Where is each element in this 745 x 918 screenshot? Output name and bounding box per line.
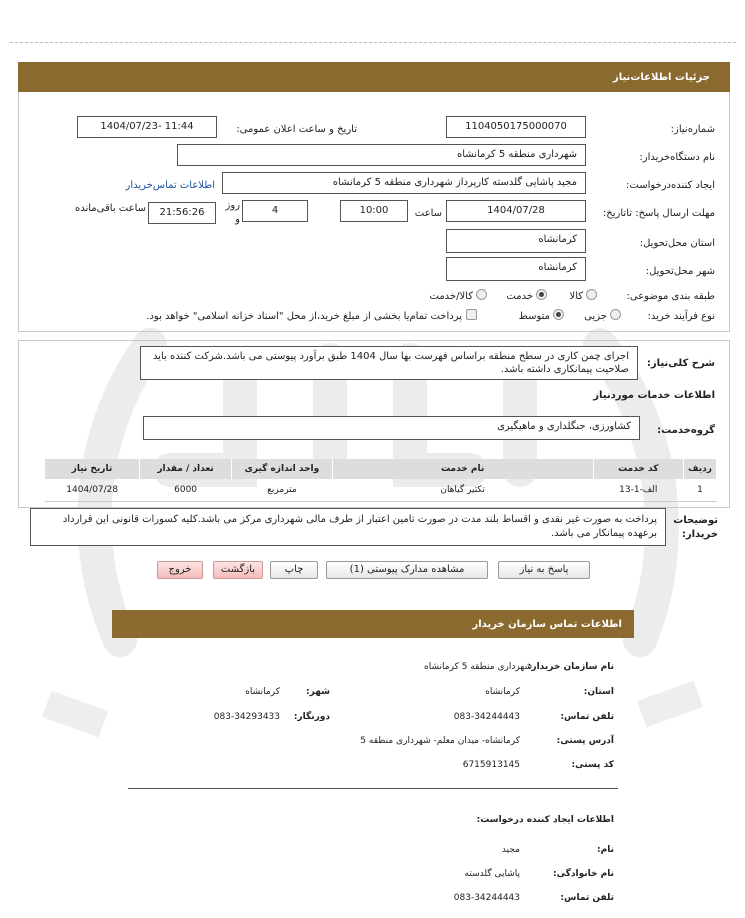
requester-phone-value: 083-34244443 xyxy=(453,893,520,903)
requester-phone-label: تلفن تماس: xyxy=(560,893,614,903)
cell-unit: مترمربع xyxy=(232,479,332,501)
category-radio-goods-service[interactable] xyxy=(476,289,487,300)
deadline-days-field: 4 xyxy=(242,200,308,222)
summary-label: شرح کلی‌نیاز: xyxy=(646,358,715,369)
announce-datetime-label: تاریخ و ساعت اعلان عمومی: xyxy=(236,124,357,135)
back-button[interactable]: بازگشت xyxy=(213,561,263,579)
contact-address-label: آدرس پستی: xyxy=(556,736,614,746)
service-group-label: گروه‌خدمت: xyxy=(657,425,715,436)
deadline-time-label: ساعت xyxy=(414,208,442,219)
deadline-label: مهلت ارسال پاسخ: تاتاریخ: xyxy=(602,208,715,219)
contact-fax-value: 083-34293433 xyxy=(213,712,280,722)
contact-org-label: نام سازمان خریدار: xyxy=(527,662,614,672)
col-row: ردیف xyxy=(683,459,716,479)
contact-postal-value: 6715913145 xyxy=(462,760,520,770)
print-button[interactable]: چاپ xyxy=(270,561,318,579)
contact-fax-label: دورنگار: xyxy=(293,712,330,722)
exit-button[interactable]: خروج xyxy=(157,561,203,579)
delivery-city-label: شهر محل‌تحویل: xyxy=(645,266,715,277)
treasury-note: پرداخت تمام‌یا بخشی از مبلغ خرید،از محل "اسناد خزانه اسلامی" خواهد بود. xyxy=(146,311,462,322)
col-need-date: تاریخ نیاز xyxy=(45,459,139,479)
cell-row: 1 xyxy=(683,479,716,501)
contact-header-bar xyxy=(112,610,634,638)
cell-service-code: الف-1-13 xyxy=(593,479,683,501)
cell-quantity: 6000 xyxy=(139,479,231,501)
deadline-date-field: 1404/07/28 xyxy=(446,200,586,222)
service-group-field: کشاورزی، جنگلداری و ماهیگیری xyxy=(143,416,640,440)
buyer-org-label: نام دستگاه‌خریدار: xyxy=(639,152,715,163)
category-radio-goods[interactable] xyxy=(586,289,597,300)
requester-info-heading: اطلاعات ایجاد کننده درخواست: xyxy=(476,815,614,825)
contact-city-label: شهر: xyxy=(306,687,330,697)
contact-city-value: کرمانشاه xyxy=(245,687,280,697)
category-option-service: خدمت xyxy=(506,291,533,302)
page-title: جزئیات اطلاعات‌نیاز xyxy=(613,72,710,83)
contact-org-value: شهرداری منطقه 5 کرمانشاه xyxy=(424,662,532,672)
col-service-name: نام خدمت xyxy=(332,459,593,479)
contact-phone-label: تلفن تماس: xyxy=(560,712,614,722)
need-number-label: شماره‌نیاز: xyxy=(670,124,715,135)
top-divider xyxy=(10,42,736,43)
buyer-org-field: شهرداری منطقه 5 کرمانشاه xyxy=(177,144,586,166)
category-radio-service[interactable] xyxy=(536,289,547,300)
col-service-code: کد خدمت xyxy=(593,459,683,479)
requester-name-label: نام: xyxy=(597,845,614,855)
services-table-header xyxy=(45,459,717,479)
process-label: نوع فرآیند خرید: xyxy=(647,311,715,322)
col-quantity: تعداد / مقدار xyxy=(139,459,231,479)
remaining-time-field: 21:56:26 xyxy=(148,202,216,224)
contact-postal-label: کد پستی: xyxy=(571,760,614,770)
treasury-checkbox[interactable] xyxy=(466,309,477,320)
category-option-goods-service: کالا/خدمت xyxy=(429,291,473,302)
requester-label: ایجاد کننده‌درخواست: xyxy=(626,180,715,191)
requester-family-label: نام خانوادگی: xyxy=(552,869,614,879)
table-row xyxy=(45,479,717,501)
summary-field: اجرای چمن کاری در سطح منطقه براساس فهرست بها سال 1404 طبق برآورد پیوستی می باشد.شرکت کننده باید صلاحیت پیمانکاری داشته باشد. xyxy=(140,346,638,380)
delivery-city-field: کرمانشاه xyxy=(446,257,586,281)
contact-address-value: کرمانشاه- میدان معلم- شهرداری منطقه 5 xyxy=(360,736,520,746)
contact-phone-value: 083-34244443 xyxy=(453,712,520,722)
process-radio-minor[interactable] xyxy=(610,309,621,320)
requester-family-value: پاشایی گلدسته xyxy=(464,869,520,879)
contact-province-label: استان: xyxy=(583,687,614,697)
deadline-and-label: و xyxy=(235,214,240,225)
services-table xyxy=(45,459,717,502)
cell-service-name: تکثیر گیاهان xyxy=(332,479,593,501)
process-radio-medium[interactable] xyxy=(553,309,564,320)
page-header-bar xyxy=(18,62,730,92)
buyer-notes-label: توضیحات خریدار: xyxy=(673,515,718,540)
category-label: طبقه بندی موضوعی: xyxy=(626,291,715,302)
contact-divider xyxy=(128,788,618,789)
requester-field: مجید پاشایی گلدسته کارپرداز شهرداری منطقه 5 کرمانشاه xyxy=(222,172,586,194)
attachments-button[interactable]: مشاهده مدارک پیوستی (1) xyxy=(326,561,488,579)
need-number-field: 1104050175000070 xyxy=(446,116,586,138)
col-unit: واحد اندازه گیری xyxy=(232,459,332,479)
deadline-time-field: 10:00 xyxy=(340,200,408,222)
deadline-days-label: روز xyxy=(225,200,240,211)
process-option-medium: متوسط xyxy=(518,311,550,322)
services-heading: اطلاعات خدمات موردنیاز xyxy=(593,390,715,401)
delivery-province-label: استان محل‌تحویل: xyxy=(639,238,715,249)
process-option-minor: جزیی xyxy=(584,311,607,322)
reply-button[interactable]: پاسخ به نیاز xyxy=(498,561,590,579)
category-option-goods: کالا xyxy=(569,291,583,302)
cell-need-date: 1404/07/28 xyxy=(45,479,139,501)
buyer-contact-link[interactable]: اطلاعات تماس‌خریدار xyxy=(125,180,215,191)
contact-province-value: کرمانشاه xyxy=(485,687,520,697)
buyer-notes-field: پرداخت به صورت غیر نقدی و اقساط بلند مدت در صورت تامین اعتبار از طرف مالی شهرداری مرکز می باشد.کلیه کسورات قانونی این قرارداد برعهده پیمانکار می باشد. xyxy=(30,508,666,546)
delivery-province-field: کرمانشاه xyxy=(446,229,586,253)
announce-datetime-field: 1404/07/23- 11:44 xyxy=(77,116,217,138)
requester-name-value: مجید xyxy=(501,845,520,855)
contact-heading: اطلاعات تماس سازمان خریدار xyxy=(472,619,622,630)
remaining-time-label: ساعت باقی‌مانده xyxy=(74,203,146,214)
